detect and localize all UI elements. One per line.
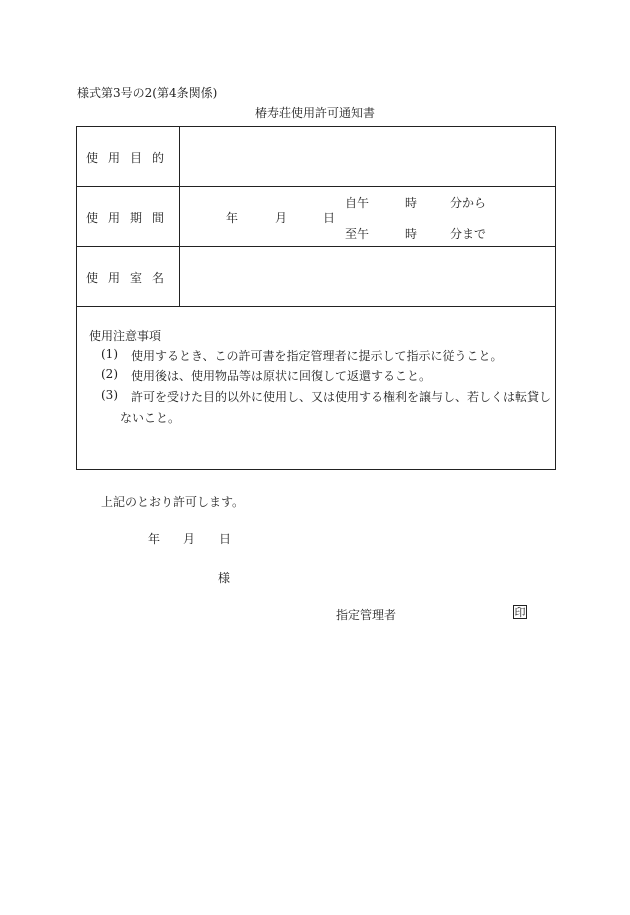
row-divider <box>77 186 555 187</box>
note-3-continuation: ないこと。 <box>120 411 181 425</box>
period-day: 日 <box>323 211 336 225</box>
note-2-text: 使用後は、使用物品等は原状に回復して返還すること。 <box>131 369 432 383</box>
note-1-number: (1) <box>101 347 118 361</box>
room-field <box>181 248 553 305</box>
label-column-divider <box>179 127 180 306</box>
note-2-number: (2) <box>101 367 118 381</box>
manager-label: 指定管理者 <box>336 608 397 622</box>
note-3-number: (3) <box>101 388 118 402</box>
approval-month: 月 <box>183 532 196 546</box>
room-label: 使用室名 <box>85 271 174 285</box>
period-to-hour: 時 <box>405 227 418 241</box>
row-divider <box>77 246 555 247</box>
approval-statement: 上記のとおり許可します。 <box>101 495 245 509</box>
notes-heading: 使用注意事項 <box>89 329 162 343</box>
period-from-ampm: 自午 <box>345 196 370 210</box>
period-to-ampm: 至午 <box>345 227 370 241</box>
period-to-minute: 分まで <box>450 227 487 241</box>
approval-year: 年 <box>148 532 161 546</box>
note-3-text: 許可を受けた目的以外に使用し、又は使用する権利を譲与し、若しくは転貸し <box>131 390 552 404</box>
document-title: 椿寿荘使用許可通知書 <box>254 106 375 120</box>
period-year: 年 <box>226 211 239 225</box>
approval-day: 日 <box>219 532 232 546</box>
seal-icon: 印 <box>514 606 526 619</box>
period-month: 月 <box>275 211 288 225</box>
period-label: 使用期間 <box>85 211 174 225</box>
row-divider <box>77 306 555 307</box>
period-from-minute: 分から <box>450 196 487 210</box>
purpose-field <box>181 128 553 185</box>
permit-table <box>76 126 556 470</box>
note-1-text: 使用するとき、この許可書を指定管理者に提示して指示に従うこと。 <box>131 349 503 363</box>
form-number: 様式第3号の2(第4条関係) <box>77 86 218 100</box>
period-from-hour: 時 <box>405 196 418 210</box>
recipient-honorific: 様 <box>218 571 231 585</box>
purpose-label: 使用目的 <box>85 151 174 165</box>
